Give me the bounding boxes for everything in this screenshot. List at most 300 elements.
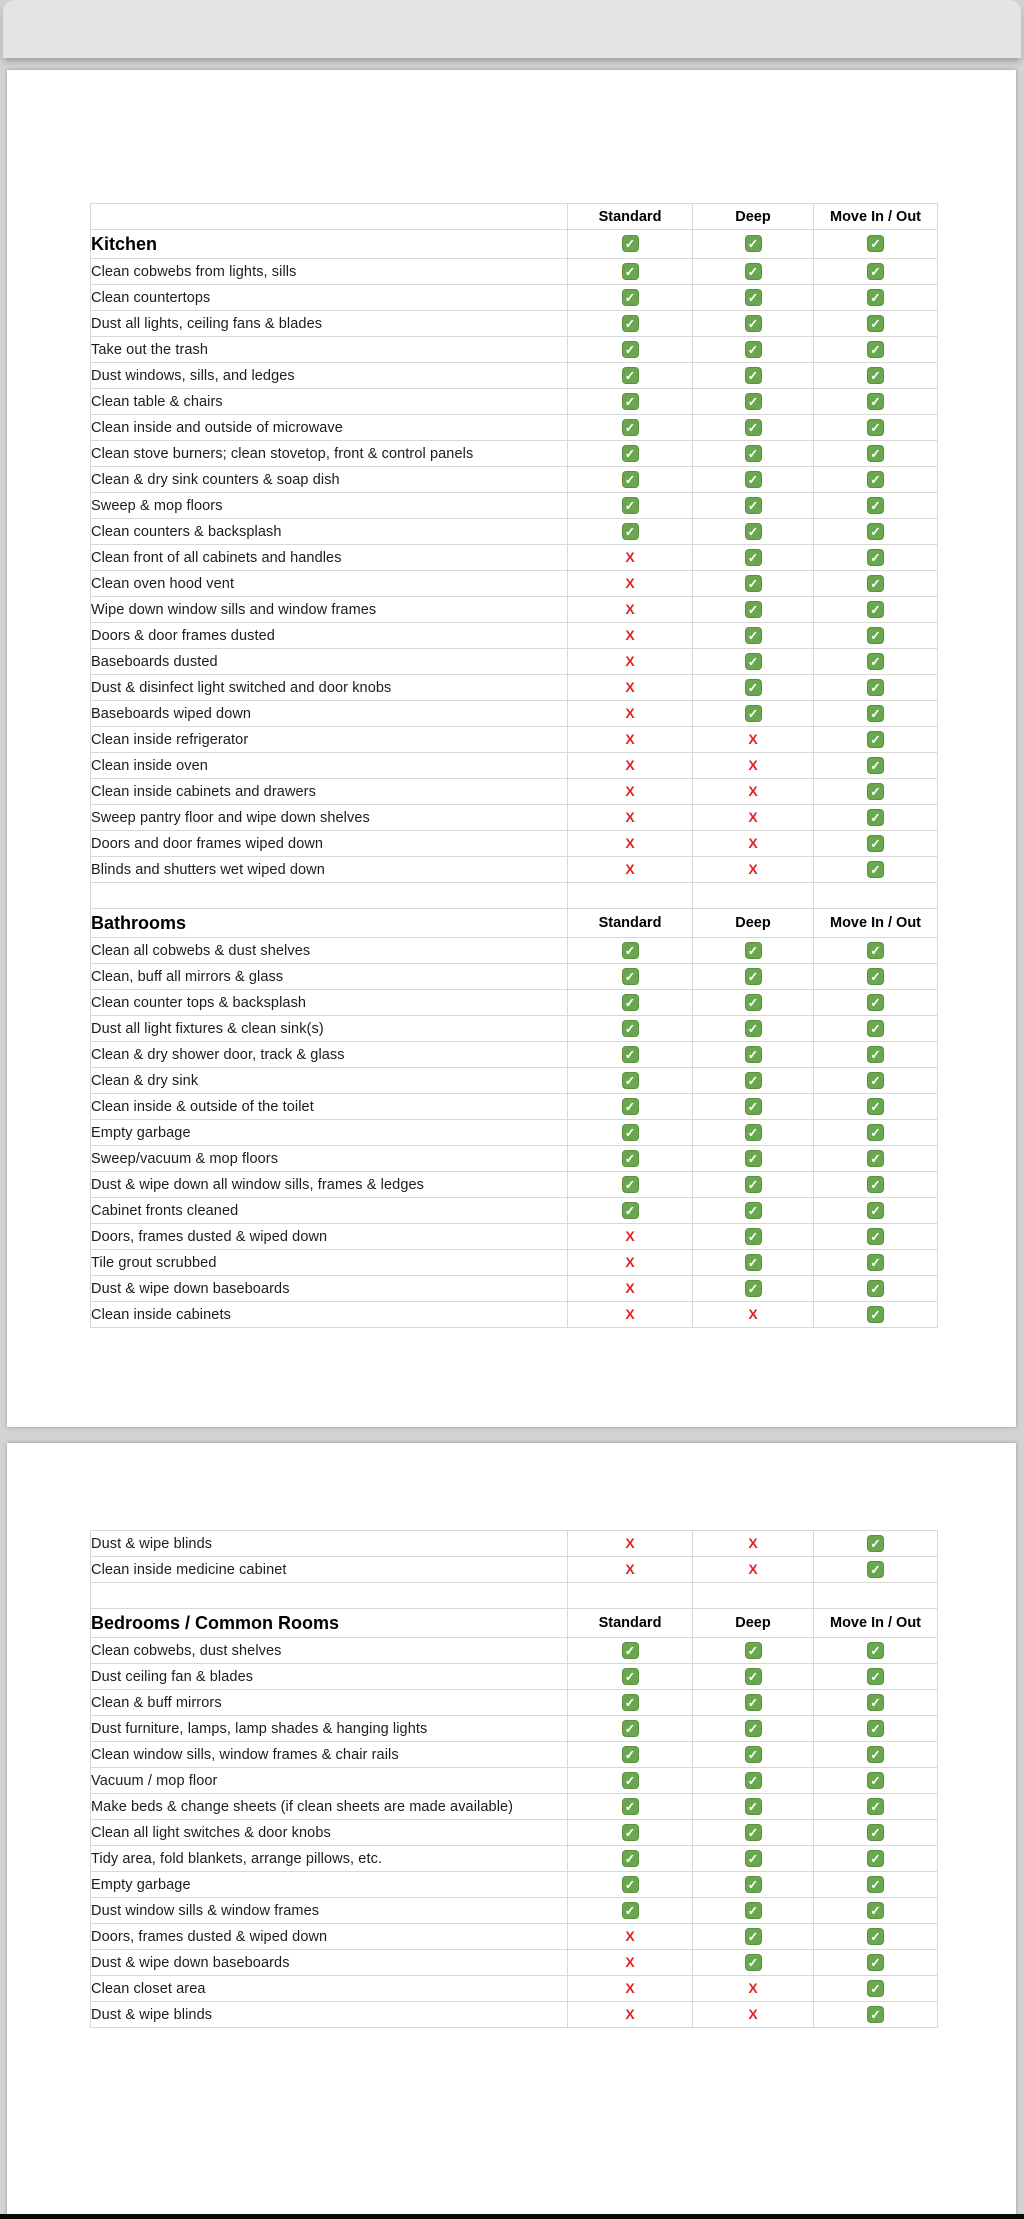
- standard-mark-cell: [568, 1924, 693, 1950]
- task-row: [91, 990, 938, 1016]
- deep-mark-cell: [693, 1531, 814, 1557]
- standard-mark-cell: [568, 831, 693, 857]
- x-icon: X: [625, 808, 635, 825]
- x-icon: X: [625, 1979, 635, 1996]
- task-row: [91, 649, 938, 675]
- standard-mark-cell: [568, 1276, 693, 1302]
- standard-mark-cell: [568, 389, 693, 415]
- check-icon: ✓: [867, 393, 884, 410]
- move-in-out-mark-cell: [814, 493, 938, 519]
- standard-mark-cell: [568, 675, 693, 701]
- check-icon: ✓: [745, 1954, 762, 1971]
- move-in-out-mark-cell: [814, 623, 938, 649]
- check-icon: ✓: [745, 1876, 762, 1893]
- standard-mark-cell: [568, 1950, 693, 1976]
- move-in-out-mark-cell: [814, 1638, 938, 1664]
- deep-mark-cell: [693, 363, 814, 389]
- move-in-out-mark-cell: [814, 311, 938, 337]
- standard-mark-cell: [568, 493, 693, 519]
- x-icon: X: [748, 1560, 758, 1577]
- task-row: [91, 1690, 938, 1716]
- standard-mark-cell: [568, 1250, 693, 1276]
- move-in-out-mark-cell: [814, 1250, 938, 1276]
- check-icon: ✓: [622, 315, 639, 332]
- deep-mark-cell: [693, 1638, 814, 1664]
- task-label: Clean inside cabinets and drawers: [91, 779, 568, 805]
- task-row: [91, 623, 938, 649]
- x-icon: X: [748, 756, 758, 773]
- check-icon: ✓: [867, 1798, 884, 1815]
- check-icon: ✓: [867, 1306, 884, 1323]
- task-row: [91, 964, 938, 990]
- task-row: [91, 1976, 938, 2002]
- task-label: Clean & dry sink: [91, 1068, 568, 1094]
- check-icon: ✓: [867, 1098, 884, 1115]
- check-icon: ✓: [867, 1954, 884, 1971]
- deep-mark-cell: [693, 493, 814, 519]
- x-icon: X: [625, 1305, 635, 1322]
- task-row: [91, 1250, 938, 1276]
- check-icon: ✓: [745, 1176, 762, 1193]
- move-in-out-mark-cell: [814, 389, 938, 415]
- x-icon: X: [748, 860, 758, 877]
- check-icon: ✓: [867, 679, 884, 696]
- check-icon: ✓: [745, 497, 762, 514]
- task-row: [91, 675, 938, 701]
- standard-mark-cell: [568, 649, 693, 675]
- column-header-2: Move In / Out: [814, 909, 938, 938]
- task-label: Vacuum / mop floor: [91, 1768, 568, 1794]
- task-label: Dust windows, sills, and ledges: [91, 363, 568, 389]
- task-label: Clean, buff all mirrors & glass: [91, 964, 568, 990]
- check-icon: ✓: [622, 1072, 639, 1089]
- task-label: Clean cobwebs from lights, sills: [91, 259, 568, 285]
- x-icon: X: [625, 1953, 635, 1970]
- check-icon: ✓: [867, 1772, 884, 1789]
- standard-mark-cell: [568, 337, 693, 363]
- check-icon: ✓: [867, 263, 884, 280]
- check-icon: ✓: [745, 1772, 762, 1789]
- task-row: [91, 1716, 938, 1742]
- task-row: [91, 857, 938, 883]
- move-in-out-mark-cell: [814, 1120, 938, 1146]
- task-label: Dust window sills & window frames: [91, 1898, 568, 1924]
- standard-mark-cell: [568, 1976, 693, 2002]
- check-icon: ✓: [622, 393, 639, 410]
- task-label: Clean window sills, window frames & chair rails: [91, 1742, 568, 1768]
- checklist-table-page1: [90, 203, 938, 1328]
- x-icon: X: [748, 1534, 758, 1551]
- deep-mark-cell: [693, 675, 814, 701]
- task-row: [91, 1950, 938, 1976]
- check-icon: ✓: [622, 1150, 639, 1167]
- deep-mark-cell: [693, 779, 814, 805]
- spacer-row: [91, 883, 938, 909]
- check-icon: ✓: [745, 341, 762, 358]
- column-header-0: Standard: [568, 1609, 693, 1638]
- check-icon: ✓: [622, 1876, 639, 1893]
- deep-mark-cell: [693, 1068, 814, 1094]
- move-in-out-mark-cell: [814, 938, 938, 964]
- check-icon: ✓: [622, 341, 639, 358]
- check-icon: ✓: [622, 1902, 639, 1919]
- task-label: Clean inside oven: [91, 753, 568, 779]
- move-in-out-mark-cell: [814, 1820, 938, 1846]
- move-in-out-mark-cell: [814, 1742, 938, 1768]
- move-in-out-mark-cell: [814, 1557, 938, 1583]
- check-icon: ✓: [745, 1668, 762, 1685]
- spacer-cell: [91, 1583, 568, 1609]
- standard-mark-cell: [568, 1768, 693, 1794]
- task-label: Clean front of all cabinets and handles: [91, 545, 568, 571]
- check-icon: ✓: [745, 1254, 762, 1271]
- deep-mark-cell: [693, 441, 814, 467]
- deep-mark-cell: [693, 1690, 814, 1716]
- task-row: [91, 831, 938, 857]
- check-icon: ✓: [622, 1798, 639, 1815]
- check-icon: ✓: [867, 809, 884, 826]
- move-in-out-mark-cell: [814, 727, 938, 753]
- top-toolbar-card: [3, 0, 1021, 58]
- task-row: [91, 1638, 938, 1664]
- deep-mark-cell: [693, 1664, 814, 1690]
- task-label: Clean cobwebs, dust shelves: [91, 1638, 568, 1664]
- x-icon: X: [625, 2005, 635, 2022]
- deep-mark-cell: [693, 1224, 814, 1250]
- standard-mark-cell: [568, 545, 693, 571]
- check-icon: ✓: [622, 1642, 639, 1659]
- column-labels-row: [91, 204, 938, 230]
- check-icon: ✓: [745, 705, 762, 722]
- task-row: [91, 545, 938, 571]
- standard-mark-cell: [568, 883, 693, 909]
- standard-mark-cell: [568, 727, 693, 753]
- x-icon: X: [625, 600, 635, 617]
- deep-mark-cell: [693, 1950, 814, 1976]
- task-label: Empty garbage: [91, 1872, 568, 1898]
- move-in-out-mark-cell: [814, 1016, 938, 1042]
- check-icon: ✓: [867, 835, 884, 852]
- task-label: Clean stove burners; clean stovetop, front & control panels: [91, 441, 568, 467]
- check-icon: ✓: [745, 1020, 762, 1037]
- check-icon: ✓: [745, 1072, 762, 1089]
- move-in-out-mark-cell: [814, 1690, 938, 1716]
- deep-mark-cell: [693, 597, 814, 623]
- task-row: [91, 1042, 938, 1068]
- standard-mark-cell: [568, 1872, 693, 1898]
- standard-mark-cell: [568, 1820, 693, 1846]
- deep-mark-cell: [693, 415, 814, 441]
- check-icon: ✓: [745, 1280, 762, 1297]
- task-row: [91, 519, 938, 545]
- deep-mark-cell: [693, 1557, 814, 1583]
- standard-mark-cell: [568, 964, 693, 990]
- task-label: Baseboards wiped down: [91, 701, 568, 727]
- task-label: Clean all light switches & door knobs: [91, 1820, 568, 1846]
- move-in-out-mark-cell: [814, 1198, 938, 1224]
- standard-mark-cell: [568, 857, 693, 883]
- standard-mark-cell: [568, 990, 693, 1016]
- standard-mark-cell: [568, 1172, 693, 1198]
- standard-mark-cell: [568, 519, 693, 545]
- check-icon: ✓: [745, 1824, 762, 1841]
- check-icon: ✓: [867, 861, 884, 878]
- move-in-out-mark-cell: [814, 1664, 938, 1690]
- standard-mark-cell: [568, 363, 693, 389]
- check-icon: ✓: [867, 575, 884, 592]
- move-in-out-mark-cell: [814, 441, 938, 467]
- checklist-table-page2: [90, 1530, 938, 2028]
- move-in-out-mark-cell: [814, 1794, 938, 1820]
- x-icon: X: [625, 860, 635, 877]
- move-in-out-mark-cell: [814, 883, 938, 909]
- move-in-out-mark-cell: [814, 230, 938, 259]
- x-icon: X: [625, 730, 635, 747]
- check-icon: ✓: [622, 942, 639, 959]
- check-icon: ✓: [745, 1746, 762, 1763]
- deep-mark-cell: [693, 1042, 814, 1068]
- check-icon: ✓: [867, 289, 884, 306]
- check-icon: ✓: [745, 235, 762, 252]
- check-icon: ✓: [622, 1772, 639, 1789]
- column-header-1: Deep: [693, 1609, 814, 1638]
- check-icon: ✓: [867, 1535, 884, 1552]
- check-icon: ✓: [867, 445, 884, 462]
- check-icon: ✓: [867, 1228, 884, 1245]
- deep-mark-cell: [693, 337, 814, 363]
- check-icon: ✓: [745, 471, 762, 488]
- x-icon: X: [625, 756, 635, 773]
- check-icon: ✓: [867, 601, 884, 618]
- task-row: [91, 1531, 938, 1557]
- deep-mark-cell: [693, 230, 814, 259]
- section-row: [91, 230, 938, 259]
- deep-mark-cell: [693, 285, 814, 311]
- deep-mark-cell: [693, 1820, 814, 1846]
- task-row: [91, 441, 938, 467]
- check-icon: ✓: [622, 497, 639, 514]
- deep-mark-cell: [693, 1302, 814, 1328]
- check-icon: ✓: [867, 315, 884, 332]
- task-label: Doors & door frames dusted: [91, 623, 568, 649]
- move-in-out-mark-cell: [814, 1898, 938, 1924]
- deep-mark-cell: [693, 1976, 814, 2002]
- task-row: [91, 1146, 938, 1172]
- move-in-out-mark-cell: [814, 857, 938, 883]
- task-row: [91, 1872, 938, 1898]
- task-row: [91, 1742, 938, 1768]
- task-row: [91, 337, 938, 363]
- x-icon: X: [748, 2005, 758, 2022]
- task-row: [91, 1557, 938, 1583]
- check-icon: ✓: [867, 2006, 884, 2023]
- move-in-out-mark-cell: [814, 675, 938, 701]
- standard-mark-cell: [568, 259, 693, 285]
- check-icon: ✓: [745, 679, 762, 696]
- standard-mark-cell: [568, 1302, 693, 1328]
- move-in-out-mark-cell: [814, 1846, 938, 1872]
- deep-mark-cell: [693, 727, 814, 753]
- check-icon: ✓: [745, 1928, 762, 1945]
- standard-mark-cell: [568, 938, 693, 964]
- task-label: Sweep pantry floor and wipe down shelves: [91, 805, 568, 831]
- task-label: Clean counters & backsplash: [91, 519, 568, 545]
- standard-mark-cell: [568, 2002, 693, 2028]
- check-icon: ✓: [867, 705, 884, 722]
- check-icon: ✓: [867, 1124, 884, 1141]
- task-row: [91, 259, 938, 285]
- standard-mark-cell: [568, 1042, 693, 1068]
- standard-mark-cell: [568, 311, 693, 337]
- standard-mark-cell: [568, 1690, 693, 1716]
- move-in-out-mark-cell: [814, 1094, 938, 1120]
- x-icon: X: [625, 548, 635, 565]
- check-icon: ✓: [622, 1098, 639, 1115]
- standard-mark-cell: [568, 1664, 693, 1690]
- task-label: Doors, frames dusted & wiped down: [91, 1224, 568, 1250]
- task-row: [91, 1224, 938, 1250]
- x-icon: X: [625, 782, 635, 799]
- task-label: Dust & wipe down baseboards: [91, 1950, 568, 1976]
- check-icon: ✓: [622, 523, 639, 540]
- section-title: Bathrooms: [91, 909, 568, 938]
- task-label: Clean & dry sink counters & soap dish: [91, 467, 568, 493]
- task-label: Clean inside medicine cabinet: [91, 1557, 568, 1583]
- check-icon: ✓: [622, 419, 639, 436]
- task-label: Take out the trash: [91, 337, 568, 363]
- move-in-out-mark-cell: [814, 649, 938, 675]
- deep-mark-cell: [693, 519, 814, 545]
- task-row: [91, 1276, 938, 1302]
- move-in-out-mark-cell: [814, 337, 938, 363]
- deep-mark-cell: [693, 831, 814, 857]
- standard-mark-cell: [568, 1531, 693, 1557]
- section-header-row: [91, 1609, 938, 1638]
- deep-mark-cell: [693, 753, 814, 779]
- move-in-out-mark-cell: [814, 1950, 938, 1976]
- task-row: [91, 1094, 938, 1120]
- deep-mark-cell: [693, 467, 814, 493]
- move-in-out-mark-cell: [814, 1302, 938, 1328]
- standard-mark-cell: [568, 701, 693, 727]
- task-row: [91, 493, 938, 519]
- check-icon: ✓: [745, 1720, 762, 1737]
- deep-mark-cell: [693, 1016, 814, 1042]
- move-in-out-mark-cell: [814, 1146, 938, 1172]
- deep-mark-cell: [693, 1872, 814, 1898]
- checklist-table-page2-body: [91, 1531, 938, 2028]
- task-label: Cabinet fronts cleaned: [91, 1198, 568, 1224]
- task-row: [91, 938, 938, 964]
- move-in-out-mark-cell: [814, 1583, 938, 1609]
- task-label: Wipe down window sills and window frames: [91, 597, 568, 623]
- x-icon: X: [625, 1279, 635, 1296]
- move-in-out-mark-cell: [814, 1042, 938, 1068]
- check-icon: ✓: [622, 1694, 639, 1711]
- standard-mark-cell: [568, 1120, 693, 1146]
- check-icon: ✓: [867, 783, 884, 800]
- document-page-2: [7, 1443, 1016, 2219]
- standard-mark-cell: [568, 230, 693, 259]
- x-icon: X: [625, 1560, 635, 1577]
- x-icon: X: [625, 704, 635, 721]
- check-icon: ✓: [867, 1824, 884, 1841]
- deep-mark-cell: [693, 938, 814, 964]
- task-row: [91, 1016, 938, 1042]
- move-in-out-mark-cell: [814, 415, 938, 441]
- x-icon: X: [748, 1979, 758, 1996]
- standard-mark-cell: [568, 415, 693, 441]
- deep-mark-cell: [693, 259, 814, 285]
- task-row: [91, 311, 938, 337]
- check-icon: ✓: [745, 601, 762, 618]
- check-icon: ✓: [622, 1124, 639, 1141]
- standard-mark-cell: [568, 1068, 693, 1094]
- check-icon: ✓: [867, 627, 884, 644]
- check-icon: ✓: [622, 1020, 639, 1037]
- check-icon: ✓: [622, 994, 639, 1011]
- deep-mark-cell: [693, 1120, 814, 1146]
- move-in-out-mark-cell: [814, 545, 938, 571]
- deep-mark-cell: [693, 311, 814, 337]
- task-row: [91, 1924, 938, 1950]
- check-icon: ✓: [867, 549, 884, 566]
- standard-mark-cell: [568, 467, 693, 493]
- check-icon: ✓: [867, 731, 884, 748]
- task-label: Make beds & change sheets (if clean sheets are made available): [91, 1794, 568, 1820]
- task-label: Blinds and shutters wet wiped down: [91, 857, 568, 883]
- check-icon: ✓: [745, 419, 762, 436]
- check-icon: ✓: [867, 757, 884, 774]
- deep-mark-cell: [693, 990, 814, 1016]
- standard-mark-cell: [568, 571, 693, 597]
- task-label: Dust & disinfect light switched and door knobs: [91, 675, 568, 701]
- column-header-0: Standard: [568, 204, 693, 230]
- task-label: Clean countertops: [91, 285, 568, 311]
- standard-mark-cell: [568, 1146, 693, 1172]
- task-row: [91, 1172, 938, 1198]
- move-in-out-mark-cell: [814, 1172, 938, 1198]
- bottom-dark-strip: [0, 2214, 1024, 2219]
- move-in-out-mark-cell: [814, 597, 938, 623]
- deep-mark-cell: [693, 1250, 814, 1276]
- task-row: [91, 285, 938, 311]
- task-label: Clean oven hood vent: [91, 571, 568, 597]
- check-icon: ✓: [745, 523, 762, 540]
- check-icon: ✓: [745, 627, 762, 644]
- check-icon: ✓: [622, 1202, 639, 1219]
- x-icon: X: [748, 1305, 758, 1322]
- column-header-1: Deep: [693, 909, 814, 938]
- check-icon: ✓: [745, 575, 762, 592]
- task-label: Clean table & chairs: [91, 389, 568, 415]
- task-row: [91, 571, 938, 597]
- check-icon: ✓: [867, 968, 884, 985]
- section-header-row: [91, 909, 938, 938]
- task-label: Clean all cobwebs & dust shelves: [91, 938, 568, 964]
- move-in-out-mark-cell: [814, 285, 938, 311]
- task-label: Sweep/vacuum & mop floors: [91, 1146, 568, 1172]
- spacer-cell: [91, 883, 568, 909]
- move-in-out-mark-cell: [814, 805, 938, 831]
- check-icon: ✓: [867, 1746, 884, 1763]
- deep-mark-cell: [693, 1846, 814, 1872]
- column-header-0: Standard: [568, 909, 693, 938]
- move-in-out-mark-cell: [814, 964, 938, 990]
- standard-mark-cell: [568, 1016, 693, 1042]
- task-row: [91, 1794, 938, 1820]
- check-icon: ✓: [867, 1928, 884, 1945]
